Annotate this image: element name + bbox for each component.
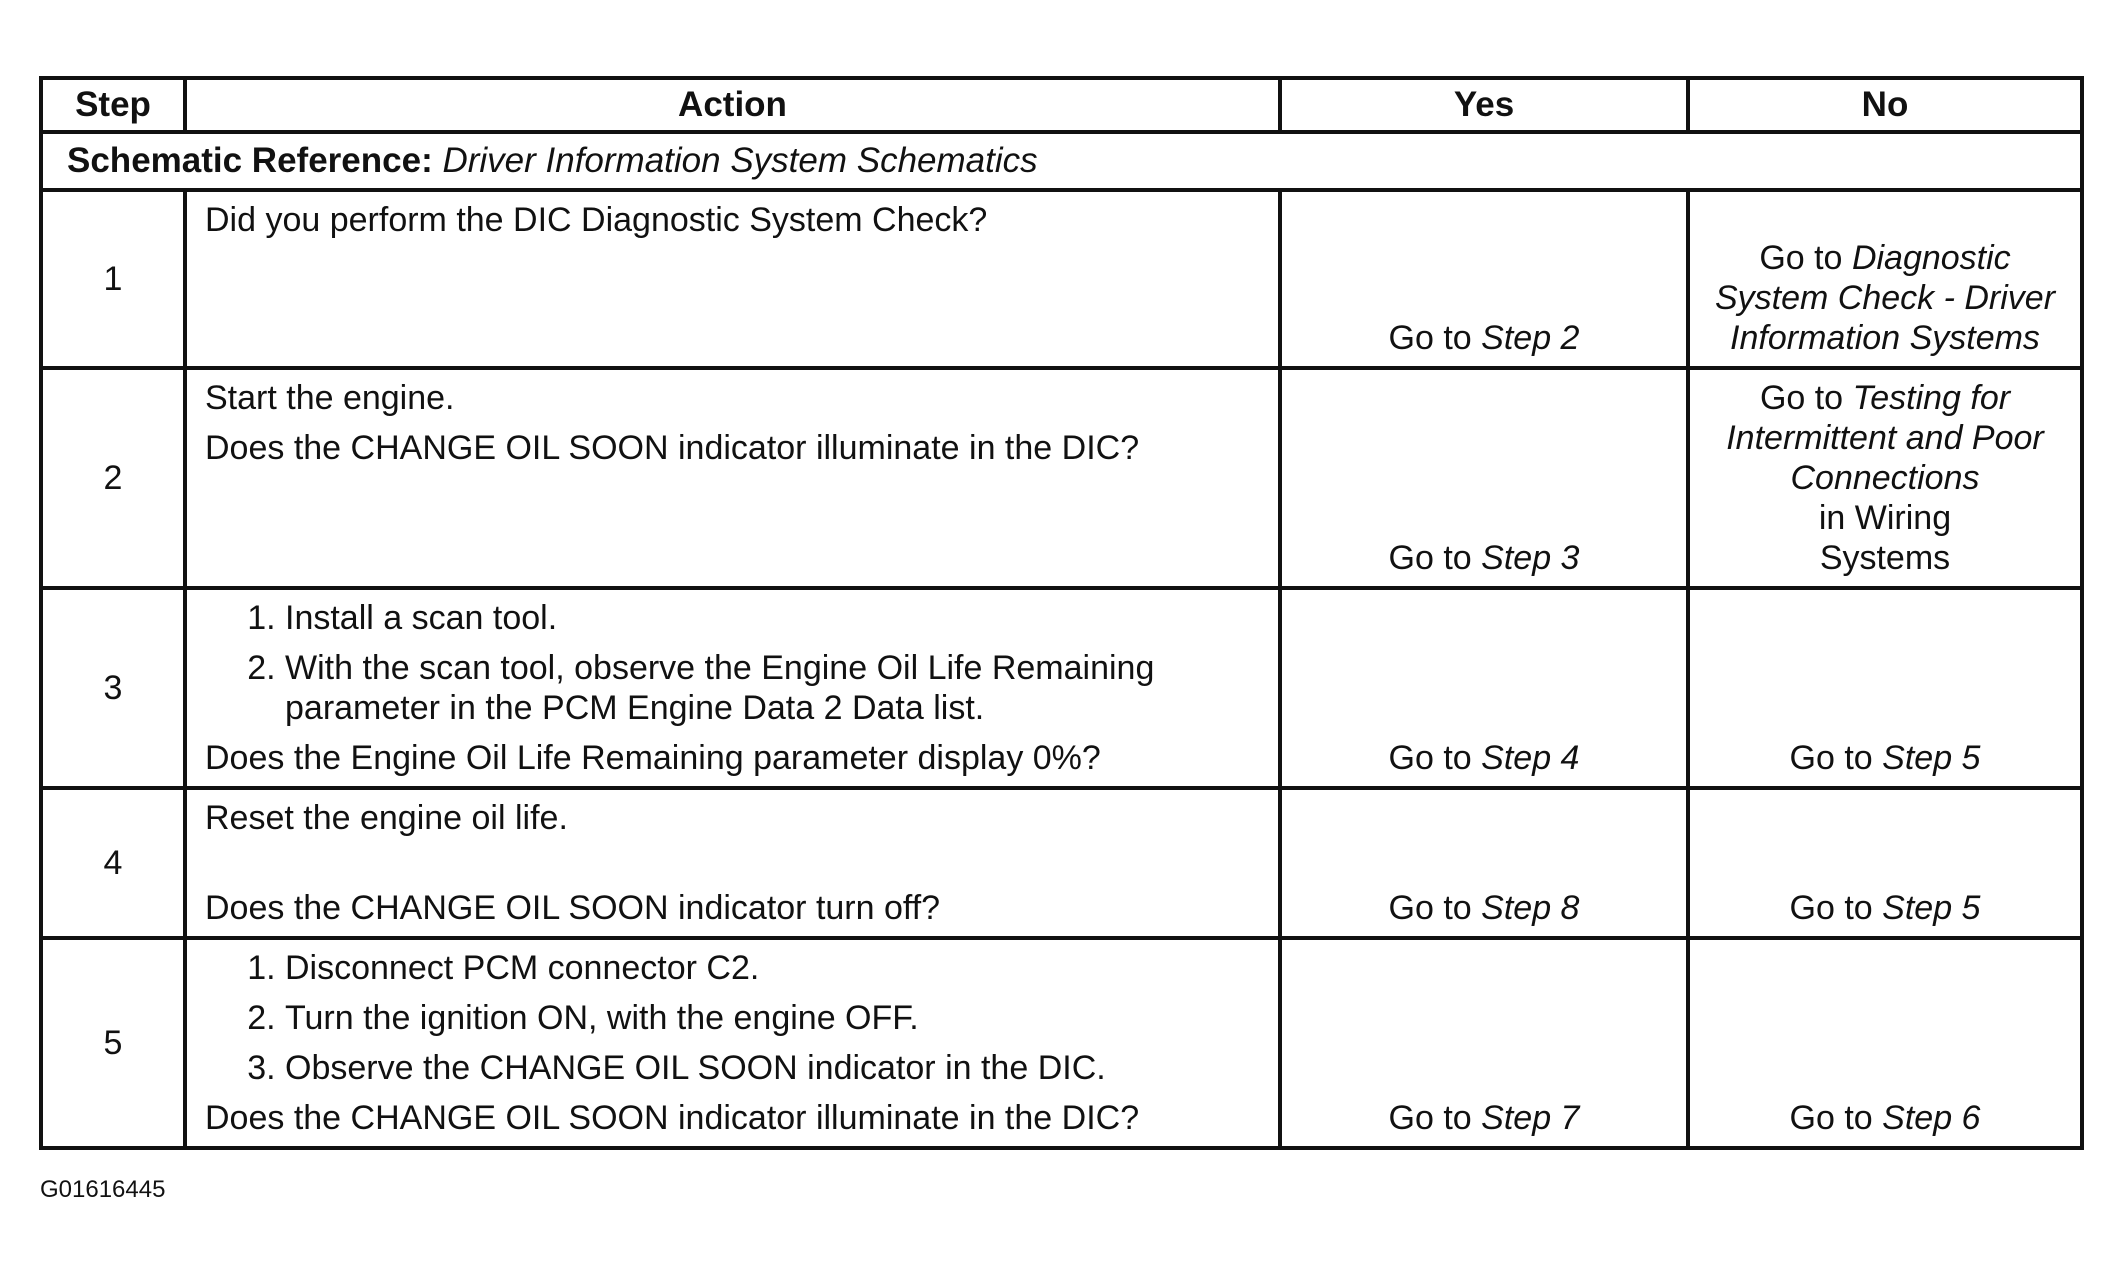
schematic-reference-row xyxy=(41,132,2082,190)
no-target-suffix: in Wiring xyxy=(1818,499,1952,537)
go-to-prefix: Go to xyxy=(1759,379,1844,417)
action-question: Does the CHANGE OIL SOON indicator illuminate in the DIC? xyxy=(205,429,1140,467)
table-row xyxy=(41,190,2082,368)
table-header-row xyxy=(41,78,2082,132)
header-yes: Yes xyxy=(1280,78,1688,132)
no-step-link[interactable]: Step 5 xyxy=(1882,739,1981,777)
yes-cell xyxy=(1280,788,1688,938)
action-cell xyxy=(185,588,1280,788)
go-to-prefix: Go to xyxy=(1388,889,1472,927)
no-step-link[interactable]: Step 5 xyxy=(1882,889,1981,927)
yes-step-link[interactable]: Step 4 xyxy=(1481,739,1580,777)
diagnostic-table xyxy=(39,76,2084,1150)
action-cell xyxy=(185,788,1280,938)
yes-step-link[interactable]: Step 2 xyxy=(1481,319,1580,357)
no-target-link[interactable]: Information Systems xyxy=(1730,319,2040,357)
action-steps-list xyxy=(205,598,1262,728)
go-to-prefix: Go to xyxy=(1759,239,1843,277)
no-target-link[interactable]: Connections xyxy=(1790,459,1980,497)
yes-step-link[interactable]: Step 7 xyxy=(1481,1099,1580,1137)
go-to-prefix: Go to xyxy=(1789,739,1873,777)
yes-cell xyxy=(1280,588,1688,788)
no-step-link[interactable]: Step 6 xyxy=(1882,1099,1981,1137)
go-to-prefix: Go to xyxy=(1789,889,1873,927)
go-to-prefix: Go to xyxy=(1388,739,1472,777)
action-question: Does the CHANGE OIL SOON indicator illuminate in the DIC? xyxy=(205,1099,1140,1137)
action-cell xyxy=(185,190,1280,368)
list-item: 2. Turn the ignition ON, with the engine OFF. xyxy=(285,998,1262,1038)
no-cell xyxy=(1688,938,2082,1148)
no-target-link[interactable]: System Check - Driver xyxy=(1714,279,2056,317)
list-item: 2. With the scan tool, observe the Engine Oil Life Remaining parameter in the PCM Engine Data 2 Data list. xyxy=(285,648,1262,728)
step-number: 5 xyxy=(41,938,185,1148)
schematic-reference xyxy=(41,132,2082,190)
no-target-suffix: Systems xyxy=(1819,539,1951,577)
no-target-link[interactable]: Testing for xyxy=(1852,379,2011,417)
yes-cell xyxy=(1280,938,1688,1148)
figure-id: G01616445 xyxy=(40,1176,166,1203)
yes-step-link[interactable]: Step 8 xyxy=(1481,889,1580,927)
yes-cell xyxy=(1280,190,1688,368)
schematic-reference-link[interactable]: Driver Information System Schematics xyxy=(442,141,1038,180)
list-item: 3. Observe the CHANGE OIL SOON indicator in the DIC. xyxy=(285,1048,1262,1088)
yes-step-link[interactable]: Step 3 xyxy=(1481,539,1580,577)
step-number: 1 xyxy=(41,190,185,368)
action-instruction: Start the engine. xyxy=(205,379,455,417)
no-cell xyxy=(1688,788,2082,938)
no-cell xyxy=(1688,368,2082,588)
no-target-link[interactable]: Intermittent and Poor xyxy=(1726,419,2044,457)
step-number: 2 xyxy=(41,368,185,588)
step-number: 3 xyxy=(41,588,185,788)
no-cell xyxy=(1688,190,2082,368)
action-cell xyxy=(185,938,1280,1148)
schematic-reference-label: Schematic Reference: xyxy=(67,141,433,180)
go-to-prefix: Go to xyxy=(1388,539,1472,577)
table-row xyxy=(41,368,2082,588)
table-row xyxy=(41,938,2082,1148)
no-cell xyxy=(1688,588,2082,788)
table-row xyxy=(41,788,2082,938)
go-to-prefix: Go to xyxy=(1388,319,1472,357)
header-action: Action xyxy=(185,78,1280,132)
header-step: Step xyxy=(41,78,185,132)
go-to-prefix: Go to xyxy=(1388,1099,1472,1137)
yes-cell xyxy=(1280,368,1688,588)
go-to-prefix: Go to xyxy=(1789,1099,1873,1137)
no-target-link[interactable]: Diagnostic xyxy=(1851,239,2011,277)
action-steps-list xyxy=(205,948,1262,1088)
step-number: 4 xyxy=(41,788,185,938)
action-question: Does the Engine Oil Life Remaining parameter display 0%? xyxy=(205,739,1101,777)
header-no: No xyxy=(1688,78,2082,132)
table-row xyxy=(41,588,2082,788)
list-item: 1. Install a scan tool. xyxy=(285,598,1262,638)
list-item: 1. Disconnect PCM connector C2. xyxy=(285,948,1262,988)
action-cell xyxy=(185,368,1280,588)
action-question: Does the CHANGE OIL SOON indicator turn off? xyxy=(205,889,941,927)
action-instruction: Reset the engine oil life. xyxy=(205,799,568,837)
action-question: Did you perform the DIC Diagnostic System Check? xyxy=(205,201,988,239)
